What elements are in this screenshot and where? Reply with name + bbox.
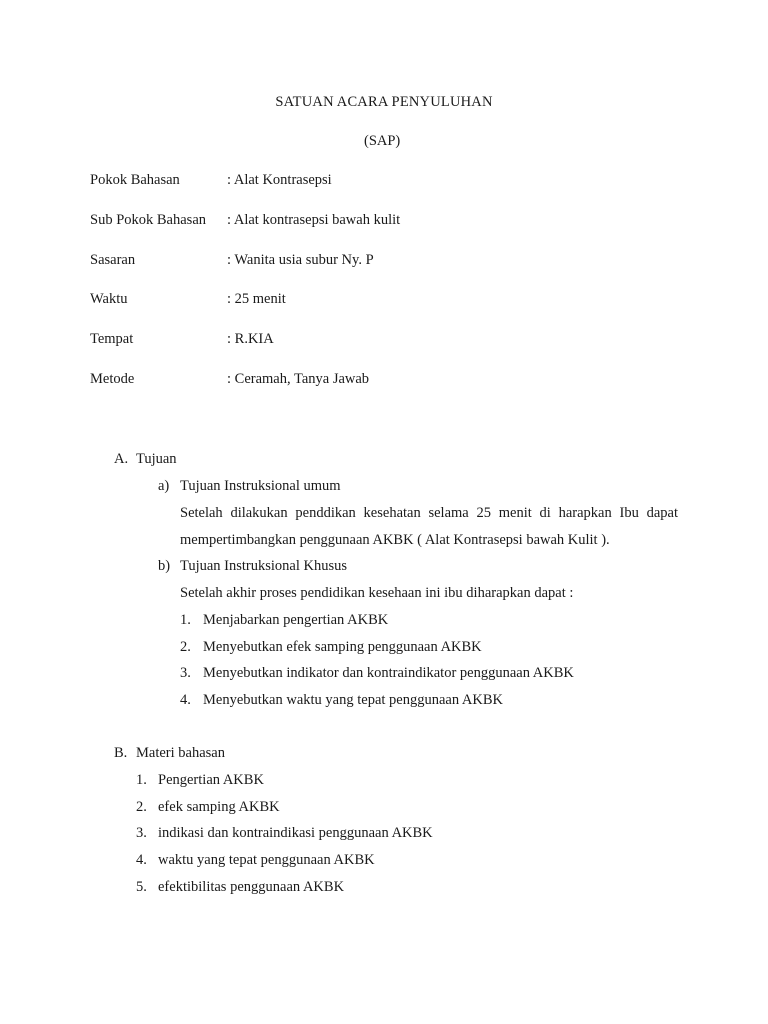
info-label: Pokok Bahasan xyxy=(90,172,180,188)
info-label: Sub Pokok Bahasan xyxy=(90,212,206,228)
list-item: Menyebutkan waktu yang tepat penggunaan AKBK xyxy=(203,692,503,708)
document-subtitle: (SAP) xyxy=(364,133,401,149)
list-item-number: 2. xyxy=(180,639,191,655)
document-title: SATUAN ACARA PENYULUHAN xyxy=(275,94,493,110)
list-item-number: 1. xyxy=(136,772,147,788)
list-item: Menyebutkan efek samping penggunaan AKBK xyxy=(203,639,482,655)
info-value: : Alat kontrasepsi bawah kulit xyxy=(227,212,401,228)
list-item: efek samping AKBK xyxy=(158,799,280,815)
list-item: waktu yang tepat penggunaan AKBK xyxy=(158,852,375,868)
info-value: : Wanita usia subur Ny. P xyxy=(227,252,374,268)
tujuan-khusus-marker: b) xyxy=(158,558,171,574)
list-item: Menyebutkan indikator dan kontraindikator penggunaan AKBK xyxy=(203,665,574,681)
info-label: Metode xyxy=(90,371,135,387)
section-b-heading: Materi bahasan xyxy=(136,745,225,761)
list-item-number: 4. xyxy=(180,692,191,708)
list-item-number: 3. xyxy=(180,665,191,681)
list-item-number: 4. xyxy=(136,852,147,868)
list-item: efektibilitas penggunaan AKBK xyxy=(158,879,345,895)
list-item: Menjabarkan pengertian AKBK xyxy=(203,612,389,628)
info-label: Tempat xyxy=(90,331,134,347)
info-value: : Alat Kontrasepsi xyxy=(227,172,332,188)
section-a-heading: Tujuan xyxy=(136,451,177,467)
section-a-marker: A. xyxy=(114,451,129,467)
tujuan-umum-text-line2: mempertimbangkan penggunaan AKBK ( Alat Kontrasepsi bawah Kulit ). xyxy=(180,532,610,548)
info-label: Sasaran xyxy=(90,252,136,268)
info-value: : R.KIA xyxy=(227,331,274,347)
tujuan-umum-heading: Tujuan Instruksional umum xyxy=(180,478,341,494)
list-item-number: 3. xyxy=(136,825,147,841)
list-item-number: 5. xyxy=(136,879,147,895)
info-value: : Ceramah, Tanya Jawab xyxy=(227,371,370,387)
tujuan-khusus-heading: Tujuan Instruksional Khusus xyxy=(180,558,348,574)
tujuan-khusus-intro: Setelah akhir proses pendidikan kesehaan ini ibu diharapkan dapat : xyxy=(180,585,574,601)
list-item: indikasi dan kontraindikasi penggunaan AKBK xyxy=(158,825,433,841)
list-item-number: 1. xyxy=(180,612,191,628)
info-value: : 25 menit xyxy=(227,291,286,307)
list-item: Pengertian AKBK xyxy=(158,772,264,788)
tujuan-umum-text-line1: Setelah dilakukan penddikan kesehatan selama 25 menit di harapkan Ibu dapat xyxy=(180,505,678,521)
section-b-marker: B. xyxy=(114,745,128,761)
info-label: Waktu xyxy=(90,291,128,307)
list-item-number: 2. xyxy=(136,799,147,815)
tujuan-umum-marker: a) xyxy=(158,478,170,494)
